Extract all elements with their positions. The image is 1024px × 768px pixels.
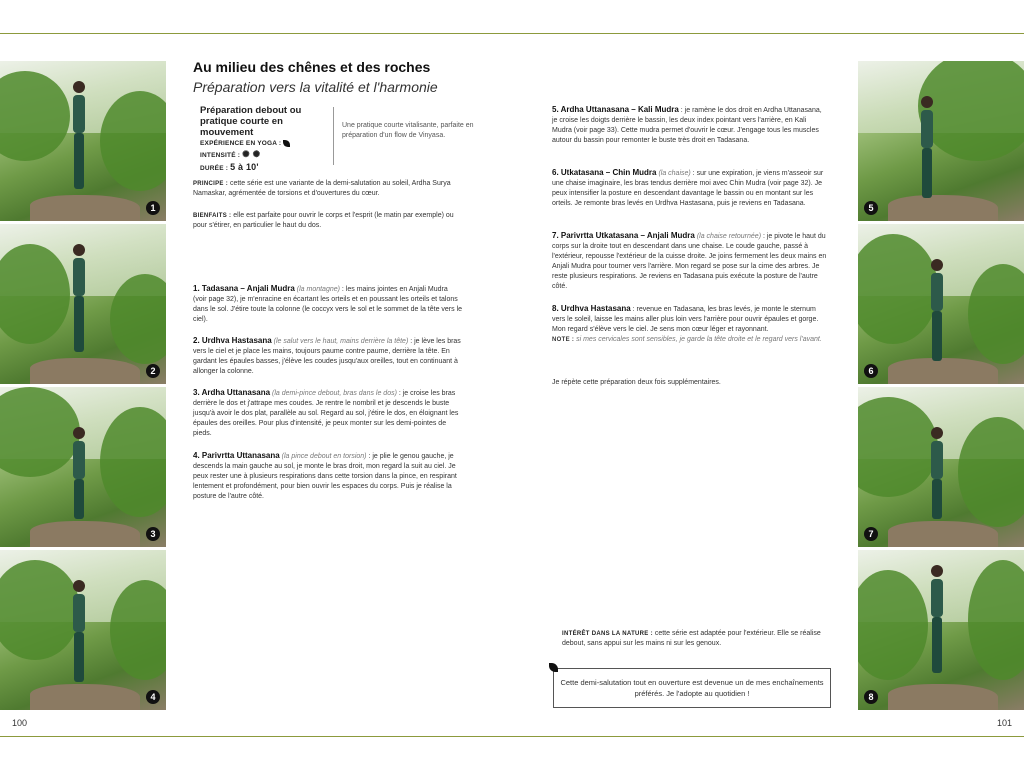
photo-number: 1 [146,201,160,215]
step-subtitle: (la chaise retournée) [696,233,762,240]
step-text: : je plie le genou gauche, je descends la main gauche au sol, je monte le bras droit, mon regard la suit au ciel. Je peux rester une à plusieurs respirations dans cette torsion dans la pince, en respirant lentement et profondément, pour bien ouvrir les espaces du corps. Puis je réalise la posture de l'autre côté. [193,453,457,500]
note-text: si mes cervicales sont sensibles, je garde la tête droite et le regard vers l'avant. [576,336,822,343]
step-text: : je pivote le haut du corps sur la droite tout en descendant dans une chaise. Le coude gauche, passé à l'extérieur, repousse l'extérieur de la cuisse droite. Je joins fermement les deux mains en Anjali Mudra pour tourner vers l'arrière. Mon regard se pose sur la cime des arbres. Je reste plusieurs respirations. Je reviens en Tadasana puis exécute la posture de l'autre côté. [552,233,827,290]
duration-label: DURÉE : [200,165,229,173]
step-text: : revenue en Tadasana, les bras levés, je monte le sternum vers le soleil, laisse les mains aller plus loin vers l'arrière pour ouvrir épaules et gorge. Mon regard s'élève vers le ciel. Je sens mon cœur léger et rayonnant. [552,306,819,333]
photo-number: 5 [864,201,878,215]
step-subtitle: (la montagne) [296,286,340,293]
photo-number: 6 [864,364,878,378]
step-heading: 8. Urdhva Hastasana [552,304,631,313]
step-7 [552,231,828,292]
step-subtitle: (la chaise) [658,170,691,177]
leaf-icon [549,663,558,672]
photo-number: 2 [146,364,160,378]
page-title: Au milieu des chênes et des roches [193,59,431,75]
practice-sidenote: Une pratique courte vitalisante, parfaite en préparation d'un flow de Vinyasa. [342,122,474,139]
step-6 [552,168,828,209]
intensity-value: ✺ ✺ [242,149,261,160]
step-text: : je croise les bras derrière le dos et j'attrape mes coudes. Je rentre le nombril et je descends le buste jusqu'à avoir le dos plat, parallèle au sol. Regard au sol, j'étire le dos, en éloignant les épaules des oreilles. Pour plus d'intensité, je peux monter sur les demi-pointes de pieds. [193,390,459,437]
duration-value: 5 à 10' [230,162,259,173]
page-subtitle: Préparation vers la vitalité et l'harmonie [193,79,438,95]
infobox-title: Préparation debout ou pratique courte en mouvement [200,105,302,138]
interet-text: cette série est adaptée pour l'extérieur. Elle se réalise debout, sans appui sur les mains ni sur les genoux. [562,630,821,647]
step-subtitle: (la demi-pince debout, bras dans le dos) [272,390,397,397]
photo-number: 7 [864,527,878,541]
leaf-icon [283,140,290,147]
note [552,335,828,345]
bottom-rule [0,736,1024,737]
step-heading: 1. Tadasana – Anjali Mudra [193,284,295,293]
pose-photo-1 [0,61,166,221]
photo-number: 8 [864,690,878,704]
step-3 [193,388,463,439]
bienfaits-paragraph [193,211,463,231]
principe-text: cette série est une variante de la demi-salutation au soleil, Ardha Surya Namaskar, agrémentée de torsions et d'ouvertures du cœur. [193,180,451,197]
pose-photo-4 [0,550,166,710]
pose-photo-3 [0,387,166,547]
step-heading: 4. Parivrtta Uttanasana [193,451,280,460]
pose-photo-2 [0,224,166,384]
top-rule [0,33,1024,34]
step-text: : sur une expiration, je viens m'asseoir sur une chaise imaginaire, les bras tendus derrière moi avec Chin Mudra (voir page 32). Je peux intensifier la posture en descendant davantage le bassin ou en montant sur les orteils. Je remonte bras levés en Urdhva Hastasana, puis je reviens en Tadasana. [552,170,824,207]
step-subtitle: (le salut vers le haut, mains derrière la tête) [273,338,409,345]
principe-paragraph [193,179,463,199]
repeat-line: Je répète cette préparation deux fois supplémentaires. [552,379,721,386]
step-heading: 7. Parivrtta Utkatasana – Anjali Mudra [552,231,695,240]
step-4 [193,451,463,502]
note-label: NOTE : [552,337,575,343]
step-subtitle: (la pince debout en torsion) [281,453,367,460]
bienfaits-text: elle est parfaite pour ouvrir le corps et l'esprit (le matin par exemple) ou pour s'étirer, en particulier le haut du dos. [193,212,454,229]
experience-label: EXPÉRIENCE EN YOGA : [200,140,282,148]
photo-number: 4 [146,690,160,704]
step-heading: 3. Ardha Uttanasana [193,388,271,397]
photo-number: 3 [146,527,160,541]
experience-line [200,140,330,147]
step-text: : je lève les bras vers le ciel et je place les mains, toujours paume contre paume, derrière la tête. En gardant les épaules basses, j'élève les coudes jusqu'aux oreilles, tout en continuant à allonger la colonne. [193,338,461,375]
page-number-right: 101 [997,718,1013,728]
step-5 [552,105,828,146]
quote-box: Cette demi-salutation tout en ouverture est devenue un de mes enchaînements préférés. Je l'adopte au quotidien ! [553,668,831,708]
step-8 [552,304,828,345]
principe-label: PRINCIPE : [193,181,229,187]
pose-photo-6 [858,224,1024,384]
step-heading: 6. Utkatasana – Chin Mudra [552,168,657,177]
page-number-left: 100 [12,718,28,728]
step-text: : les mains jointes en Anjali Mudra (voir page 32), je m'enracine en écartant les orteils et en poussant les orteils et talons dans le sol. J'étire toute la colonne (le coccyx vers le sol et le sommet de la tête vers le ciel). [193,286,463,323]
pose-photo-5 [858,61,1024,221]
interet-label: INTÉRÊT DANS LA NATURE : [562,631,653,637]
interet-paragraph [562,629,830,649]
pose-photo-8 [858,550,1024,710]
pose-photo-7 [858,387,1024,547]
bienfaits-label: BIENFAITS : [193,213,232,219]
intensity-line [200,149,330,160]
step-1 [193,284,463,325]
duration-line [200,162,330,172]
step-2 [193,336,463,377]
intensity-label: INTENSITÉ : [200,152,241,160]
step-heading: 2. Urdhva Hastasana [193,336,272,345]
step-heading: 5. Ardha Uttanasana – Kali Mudra [552,105,679,114]
practice-infobox [200,105,330,172]
infobox-divider [333,107,334,165]
step-text: : je ramène le dos droit en Ardha Uttanasana, je croise les doigts derrière le bassin, les deux index pointant vers l'arrière, en Kali Mudra (voir page 33). Cette mudra permet d'ouvrir le cœur. J'engage tous les muscles autour du bassin pour remonter le buste très droit en Tadasana. [552,107,822,144]
